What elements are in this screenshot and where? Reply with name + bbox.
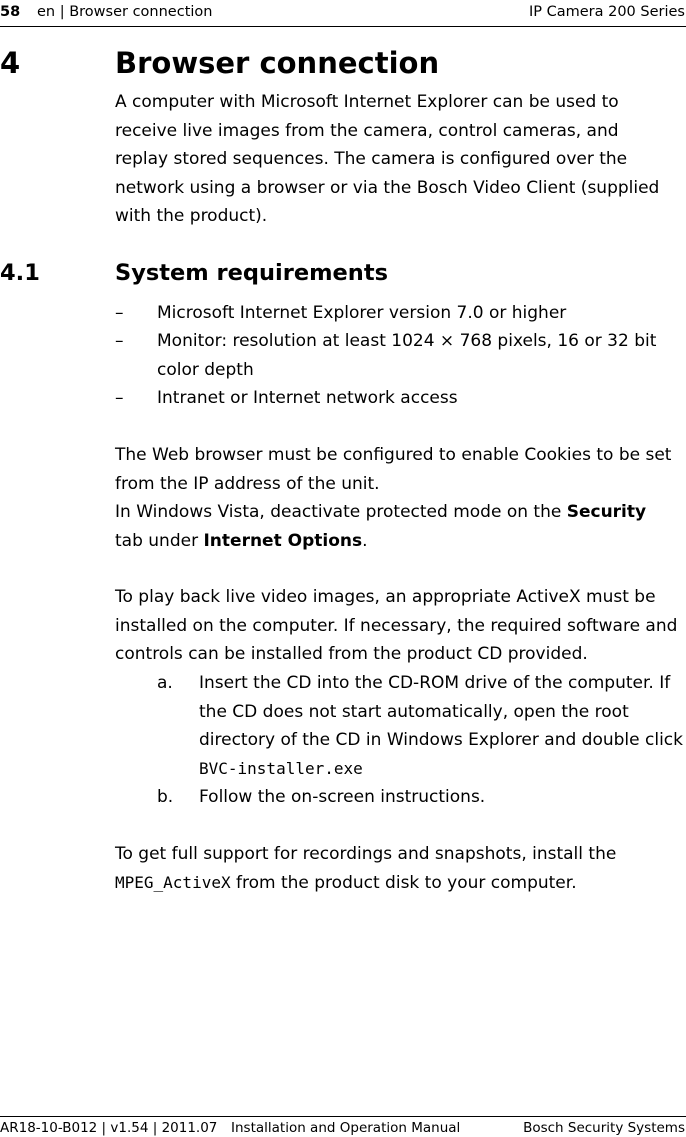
step-text xyxy=(199,669,686,783)
internet-options-label: Internet Options xyxy=(203,530,363,551)
page-number: 58 xyxy=(0,4,21,20)
header-product: IP Camera 200 Series xyxy=(528,4,685,20)
installer-filename: BVC-installer.exe xyxy=(199,758,363,778)
vista-text-mid: tab under xyxy=(115,530,204,551)
chapter-title: Browser connection xyxy=(115,46,440,80)
chapter-number: 4 xyxy=(0,46,21,80)
section-title: System requirements xyxy=(115,260,388,286)
chapter-intro: A computer with Microsoft Internet Explorer can be used to receive live images from the camera, control cameras, and replay stored sequences. The camera is configured over the network using a browser or via the Bosch Video Client (supplied with the product). xyxy=(115,92,660,226)
step-text: Follow the on-screen instructions. xyxy=(199,787,486,807)
vista-text-prefix: In Windows Vista, deactivate protected mode on the xyxy=(115,502,567,522)
support-paragraph xyxy=(115,840,670,897)
vista-text-suffix: . xyxy=(362,530,368,551)
section-number: 4.1 xyxy=(0,260,40,286)
list-bullet: – xyxy=(115,303,124,323)
mpeg-activex-name: MPEG_ActiveX xyxy=(115,872,231,892)
footer-company: Bosch Security Systems xyxy=(523,1120,685,1136)
header-section: en | Browser connection xyxy=(37,4,213,20)
vista-paragraph xyxy=(115,498,675,555)
step-text-body: Insert the CD into the CD-ROM drive of the computer. If the CD does not start automatically, open the root directory of the CD in Windows Explorer and double click xyxy=(199,673,684,750)
step-label: b. xyxy=(157,787,174,807)
footer-doc-id: AR18-10-B012 | v1.54 | 2011.07 xyxy=(0,1120,218,1136)
list-bullet: – xyxy=(115,331,124,351)
list-item: Microsoft Internet Explorer version 7.0 or higher xyxy=(157,303,567,323)
activex-paragraph: To play back live video images, an appropriate ActiveX must be installed on the computer. If necessary, the required software and controls can be installed from the product CD provided. xyxy=(115,587,678,664)
footer-manual: Installation and Operation Manual xyxy=(231,1120,461,1136)
header-rule xyxy=(0,26,686,27)
list-item: Monitor: resolution at least 1024 × 768 pixels, 16 or 32 bit color depth xyxy=(157,331,657,380)
list-item: Intranet or Internet network access xyxy=(157,388,458,408)
security-tab-label: Security xyxy=(566,502,647,522)
footer-rule xyxy=(0,1116,686,1117)
support-text-suffix: from the product disk to your computer. xyxy=(230,872,577,893)
cookies-paragraph: The Web browser must be configured to enable Cookies to be set from the IP address of the unit. xyxy=(115,445,672,494)
support-text-prefix: To get full support for recordings and snapshots, install the xyxy=(115,844,617,864)
step-label: a. xyxy=(157,673,173,693)
list-bullet: – xyxy=(115,388,124,408)
